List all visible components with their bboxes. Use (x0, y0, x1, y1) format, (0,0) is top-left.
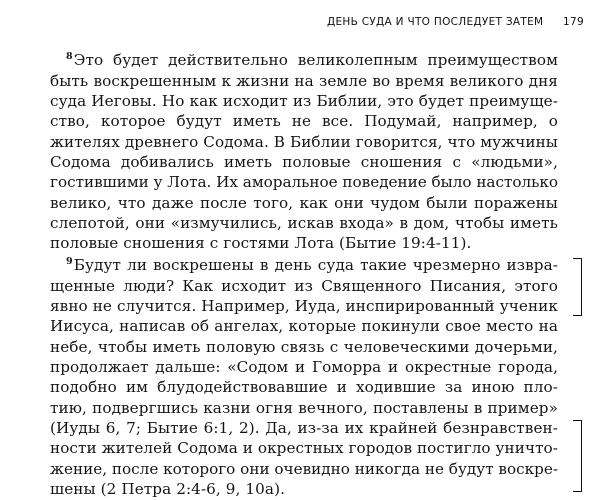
paragraph-line: жение, после которого они очевидно никогда не будут воскре- (50, 460, 558, 478)
paragraph-line: половые сношения с гостями Лота (Бытие 19:4-11). (50, 234, 472, 252)
paragraph-line: велико, что даже после того, как они чудом были поражены (50, 194, 558, 212)
running-head (327, 16, 584, 28)
margin-bracket (573, 258, 582, 316)
margin-bracket (573, 420, 582, 492)
paragraph-line: ности жителей Содома и окрестных городов постигло уничто- (50, 439, 558, 457)
paragraph-line: Содома добивались иметь половые сношения с «людьми», (50, 153, 558, 171)
paragraph-line-text: Будут ли воскрешены в день суда такие чрезмерно извра- (73, 256, 558, 274)
paragraph-line: подобно им блудодействовавшие и ходившие за иною пло- (50, 378, 558, 396)
paragraph-line: Иисуса, написав об ангелах, которые покинули свое место на (50, 317, 558, 335)
paragraph-line: жителях древнего Содома. В Библии говорится, что мужчины (50, 133, 558, 151)
page-number: 179 (563, 16, 584, 28)
paragraph-line: слепотой, они «измучились, искав входа» в дом, чтобы иметь (50, 214, 558, 232)
paragraph-line-text: Это будет действительно великолепным преимуществом (73, 51, 558, 69)
paragraph-line: шены (2 Петра 2:4-6, 9, 10а). (50, 480, 286, 498)
paragraph-line: продолжает дальше: «Содом и Гоморра и окрестные города, (50, 358, 558, 376)
paragraph-line: (Иуды 6, 7; Бытие 6:1, 2). Да, из-за их крайней безнравствен- (50, 419, 558, 437)
paragraph-line: ство, которое будут иметь не все. Подумай, например, о (50, 112, 558, 130)
paragraph-line: щенные люди? Как исходит из Священного Писания, этого (50, 277, 558, 295)
paragraph-number: 8 (66, 50, 73, 62)
paragraph-line: суда Иеговы. Но как исходит из Библии, это будет преимуще- (50, 92, 558, 110)
paragraph-line: тию, подвергшись казни огня вечного, поставлены в пример» (50, 399, 558, 417)
paragraph-line: гостившими у Лота. Их аморальное поведение было настолько (50, 173, 558, 191)
paragraph-line: быть воскрешенным к жизни на земле во время великого дня (50, 72, 558, 90)
paragraph-line: явно не случится. Например, Иуда, инспирированный ученик (50, 297, 558, 315)
paragraph-line: небе, чтобы иметь половую связь с человеческими дочерьми, (50, 338, 558, 356)
paragraph-number: 9 (66, 255, 73, 267)
running-title: ДЕНЬ СУДА И ЧТО ПОСЛЕДУЕТ ЗАТЕМ (326, 16, 544, 28)
paragraph-line (66, 255, 558, 275)
paragraph-line (66, 50, 558, 70)
